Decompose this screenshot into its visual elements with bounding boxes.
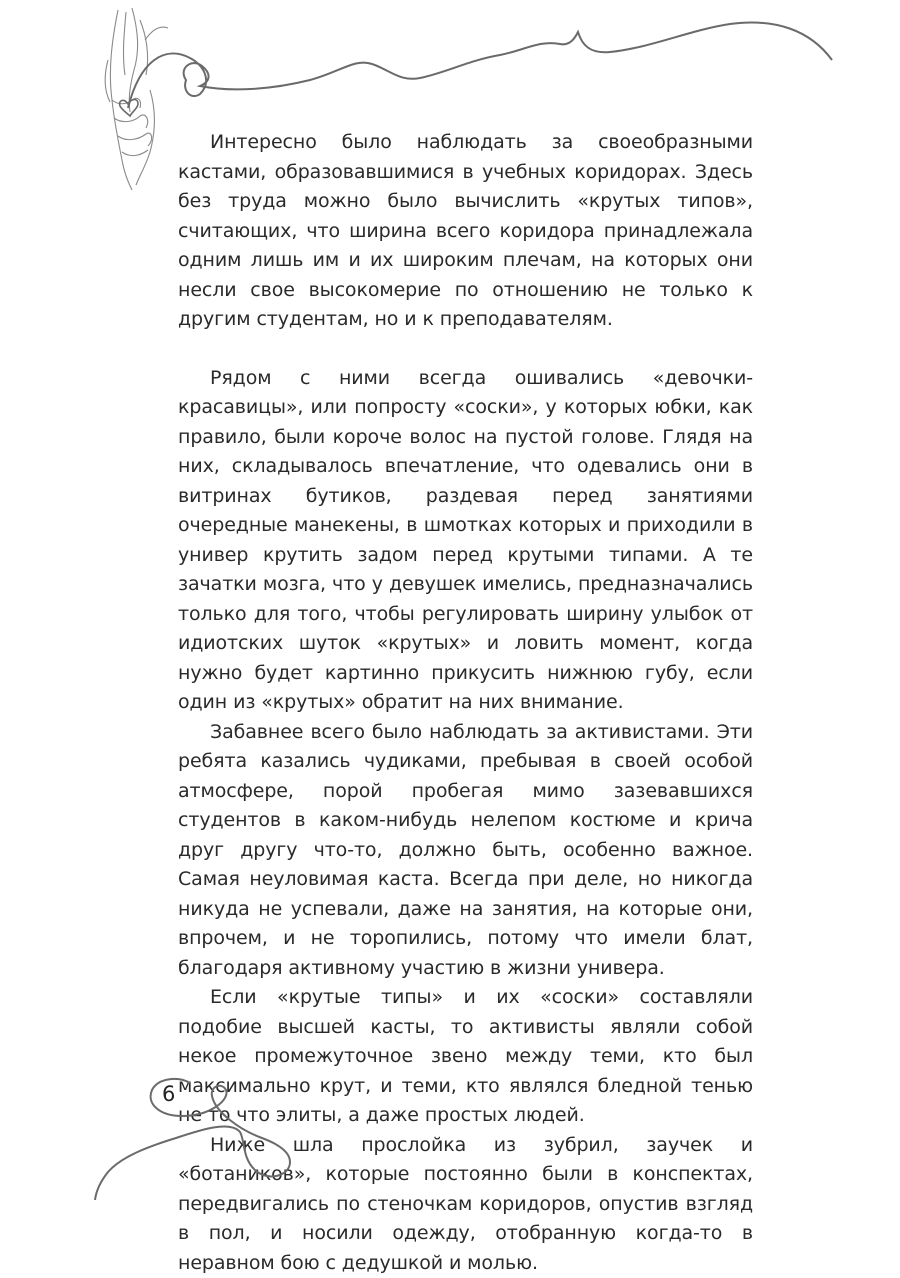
paragraph-5: Ниже шла прослойка из зубрил, заучек и «ботаников», которые постоянно были в конспектах, передвигались по стеночкам коридоров, опустив взгляд в пол, и носили одежду, отобранную когда-то в неравном бою с дедушкой и молью. — [178, 1131, 753, 1278]
paragraph-1: Интересно было наблюдать за своеобразными кастами, образовавшимися в учебных коридорах. Здесь без труда можно было вычислить «крутых типов», считающих, что ширина всего коридора принадлежала одним лишь им и их широким плечам, на которых они несли свое высокомерие по отношению не только к другим студентам, но и к преподавателям. — [178, 128, 753, 335]
paragraph-4: Если «крутые типы» и их «соски» составляли подобие высшей касты, то активисты являли собой некое промежуточное звено между теми, кто был максимально крут, и теми, кто являлся бледной тенью не то что элиты, а даже простых людей. — [178, 983, 753, 1131]
paragraph-2: Рядом с ними всегда ошивались «девочки-красавицы», или попросту «соски», у которых юбки, как правило, были короче волос на пустой голове. Глядя на них, складывалось впечатление, что одевались они в витринах бутиков, раздевая перед занятиями очередные манекены, в шмотках которых и приходили в универ крутить задом перед крутыми типами. А те зачатки мозга, что у девушек имелись, предназначались только для того, чтобы регулировать ширину улыбок от идиотских шуток «крутых» и ловить момент, когда нужно будет картинно прикусить нижнюю губу, если один из «крутых» обратит на них внимание. — [178, 364, 753, 718]
paragraph-3: Забавнее всего было наблюдать за активистами. Эти ребята казались чудиками, пребывая в своей особой атмосфере, порой пробегая мимо зазевавшихся студентов в каком-нибудь нелепом костюме и крича друг другу что-то, должно быть, особенно важное. Самая неуловимая каста. Всегда при деле, но никогда никуда не успевали, даже на занятия, на которые они, впрочем, и не торопились, потому что имели блат, благодаря активному участию в жизни универа. — [178, 718, 753, 984]
page-number: 6 — [162, 1082, 175, 1106]
